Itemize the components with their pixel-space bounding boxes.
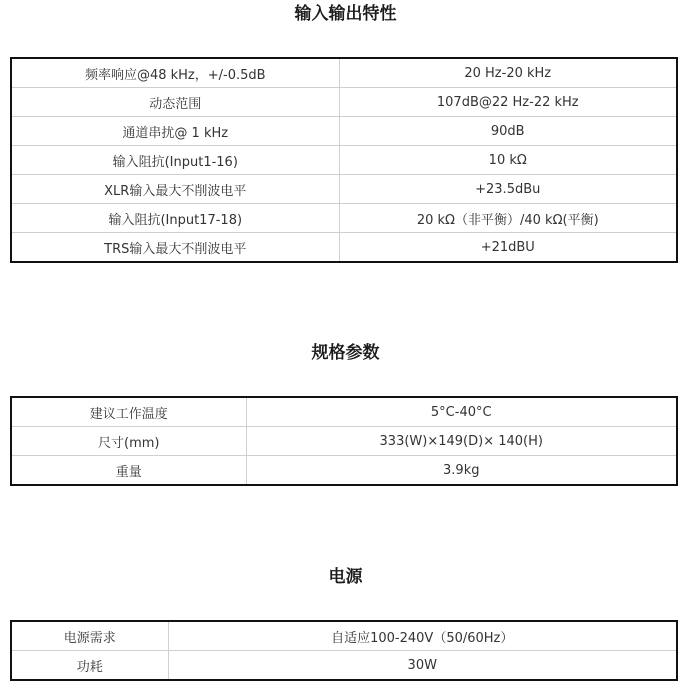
- spec-label: 功耗: [11, 651, 168, 681]
- table-row: [11, 58, 677, 88]
- spec-value: 10 kΩ: [339, 146, 677, 175]
- table-row: [11, 456, 677, 486]
- spec-value: 3.9kg: [246, 456, 677, 486]
- spec-value: 20 Hz-20 kHz: [339, 58, 677, 88]
- power-spec-table: [10, 620, 678, 681]
- spec-value: 90dB: [339, 117, 677, 146]
- section-title-power: 电源: [328, 567, 363, 587]
- spec-label: 输入阻抗(Input1-16): [11, 146, 339, 175]
- spec-label: 重量: [11, 456, 246, 486]
- table-row: [11, 397, 677, 427]
- table-row: [11, 233, 677, 263]
- spec-label: 动态范围: [11, 88, 339, 117]
- table-row: [11, 204, 677, 233]
- spec-value: 107dB@22 Hz-22 kHz: [339, 88, 677, 117]
- spec-label: 通道串扰@ 1 kHz: [11, 117, 339, 146]
- table-row: [11, 651, 677, 681]
- table-row: [11, 427, 677, 456]
- spec-label: 建议工作温度: [11, 397, 246, 427]
- spec-value: 20 kΩ（非平衡）/40 kΩ(平衡): [339, 204, 677, 233]
- spec-value: +23.5dBu: [339, 175, 677, 204]
- spec-value: 5°C-40°C: [246, 397, 677, 427]
- spec-label: XLR输入最大不削波电平: [11, 175, 339, 204]
- spec-label: 尺寸(mm): [11, 427, 246, 456]
- spec-label: 电源需求: [11, 621, 168, 651]
- spec-value: 30W: [168, 651, 677, 681]
- io-spec-table: [10, 57, 678, 263]
- spec-value: 333(W)×149(D)× 140(H): [246, 427, 677, 456]
- spec-label: 输入阻抗(Input17-18): [11, 204, 339, 233]
- spec-value: +21dBU: [339, 233, 677, 263]
- spec-value: 自适应100-240V（50/60Hz）: [168, 621, 677, 651]
- section-title-io: 输入输出特性: [294, 4, 397, 24]
- table-row: [11, 117, 677, 146]
- table-row: [11, 621, 677, 651]
- general-spec-table: [10, 396, 678, 486]
- spec-label: TRS输入最大不削波电平: [11, 233, 339, 263]
- section-title-specs: 规格参数: [311, 343, 380, 363]
- spec-label: 频率响应@48 kHz，+/-0.5dB: [11, 58, 339, 88]
- table-row: [11, 175, 677, 204]
- table-row: [11, 146, 677, 175]
- table-row: [11, 88, 677, 117]
